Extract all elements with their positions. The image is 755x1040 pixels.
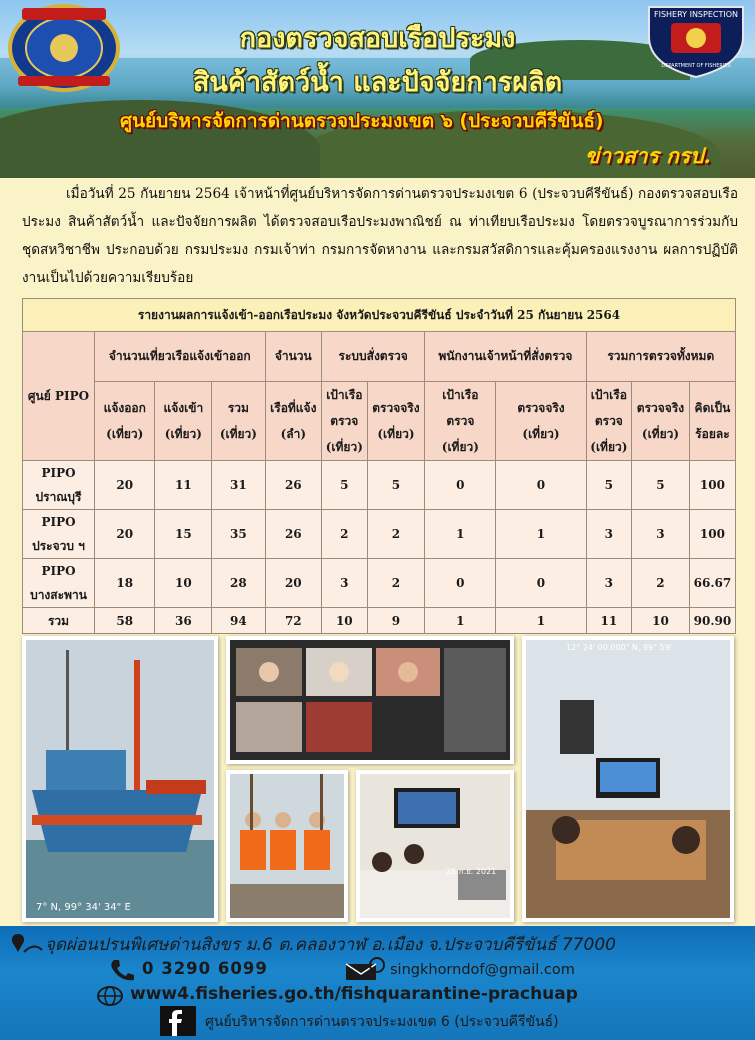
table-cell: 0 [496,461,586,510]
location-pin-icon [8,932,44,956]
table-total-row [23,608,736,634]
sub-unit: (เที่ยว) [106,427,144,441]
footer-phone[interactable]: 0 3290 6099 [142,959,268,978]
footer-email[interactable]: singkhorndof@gmail.com [390,962,575,978]
sub-header-total-actual [632,382,690,461]
table-cell: 28 [212,559,265,608]
sub-header-out [95,382,155,461]
sub-unit: (เที่ยว) [219,427,257,441]
sub-label: ร้อยละ [695,427,730,441]
office-illustration [526,640,730,918]
sub-unit: (เที่ยว) [377,427,415,441]
table-cell: 1 [425,510,496,559]
meeting-date-caption: 25 ก.ย. 2021 [446,867,497,876]
table-cell: 72 [265,608,321,634]
table-cell: 2 [632,559,690,608]
table-cell: 20 [265,559,321,608]
footer-contact [0,926,755,1040]
photo-fishing-boat [22,636,218,922]
table-cell: 26 [265,510,321,559]
article-paragraph: เมื่อวันที่ 25 กันยายน 2564 เจ้าหน้าที่ศูนย์บริหารจัดการด่านตรวจประมงเขต 6 (ประจวบคีรีขันธ์) กองตรวจสอบเรือประมง สินค้าสัตว์น้ำ และปัจจัยการผลิต ได้ตรวจสอบเรือประมงพาณิชย์ ณ ท่าเทียบเรือประมง โดยตรวจบูรณาการร่วมกับชุดสหวิชาชีพ ประกอบด้วย กรมประมง กรมเจ้าท่า กรมการจัดหางาน และกรมสวัสดิการและคุ้มครองแรงงาน ผลการปฏิบัติงานเป็นไปด้วยความเรียบร้อย [22,186,738,286]
photo-inspection-team [226,770,348,922]
table-cell: 36 [155,608,212,634]
sub-label: เป้าเรือ [442,388,479,402]
sub-label: แจ้งออก [103,401,146,415]
table-cell: 10 [632,608,690,634]
table-cell: 5 [586,461,632,510]
email-icon [344,956,386,982]
center-line2: ประจวบ ฯ [32,539,85,553]
table-cell: 1 [425,608,496,634]
table-cell: 20 [95,461,155,510]
boat-gps-caption: 7° N, 99° 34' 34" E [36,902,131,913]
table-cell: 1 [496,510,586,559]
conference-illustration [360,774,510,918]
office-gps-caption: 12° 24' 00.000" N, 99° 59' [566,643,673,652]
sub-label: แจ้งเข้า [163,401,204,415]
table-caption: รายงานผลการแจ้งเข้า-ออกเรือประมง จังหวัดประจวบคีรีขันธ์ ประจำวันที่ 25 กันยายน 2564 [23,299,736,332]
center-line2: ปราณบุรี [35,490,82,504]
table-cell: 1 [496,608,586,634]
center-line2: บางสะพาน [30,588,87,602]
phone-icon [108,958,136,982]
report-table [22,298,736,634]
logo-right-bottom-text: DEPARTMENT OF FISHERIES [661,63,731,69]
center-line1: PIPO [41,564,76,578]
sub-label: ตรวจ [330,414,359,428]
sub-header-in [155,382,212,461]
sub-label: เป้าเรือ [326,388,363,402]
sub-label: เรือที่แจ้ง [270,401,317,415]
sub-unit: (เที่ยว) [641,427,680,441]
table-cell: 3 [586,510,632,559]
table-row [23,559,736,608]
photo-video-meeting [226,636,514,764]
group-system-header: ระบบสั่งตรวจ [322,332,425,382]
total-label: รวม [23,608,95,634]
table-cell: 0 [496,559,586,608]
banner-title-line3: ศูนย์บริหารจัดการด่านตรวจประมงเขต ๖ (ประจวบคีรีขันธ์) [120,110,604,132]
sub-header-system-actual [367,382,425,461]
group-trips-header: จำนวนเที่ยวเรือแจ้งเข้าออก [95,332,266,382]
group-count-header: จำนวน [265,332,321,382]
video-meeting-illustration [230,640,510,760]
sub-label: ตรวจจริง [636,401,685,415]
table-cell: 100 [689,510,735,559]
sub-header-staff-actual [496,382,586,461]
table-cell: 2 [367,559,425,608]
row-center-name [23,510,95,559]
sub-label: คิดเป็น [694,401,731,415]
table-cell: 10 [155,559,212,608]
table-cell: 66.67 [689,559,735,608]
table-cell: 58 [95,608,155,634]
news-label: ข่าวสาร กรป. [585,143,711,168]
table-row [23,510,736,559]
sub-unit: (ลำ) [280,427,307,441]
table-cell: 15 [155,510,212,559]
sub-unit: (เที่ยว) [590,440,628,454]
sub-label: ตรวจจริง [517,401,565,415]
table-cell: 3 [322,559,368,608]
table-cell: 2 [367,510,425,559]
table-cell: 31 [212,461,265,510]
table-cell: 20 [95,510,155,559]
sub-label: ตรวจ [446,414,475,428]
sub-header-total-target [586,382,632,461]
sub-label: ตรวจจริง [372,401,420,415]
footer-website[interactable]: www4.fisheries.go.th/fishquarantine-prachuap [130,984,578,1004]
sub-unit: (เที่ยว) [164,427,202,441]
row-center-name [23,559,95,608]
sub-unit: (เที่ยว) [325,440,363,454]
sub-header-staff-target [425,382,496,461]
table-cell: 18 [95,559,155,608]
sub-unit: (เที่ยว) [441,440,479,454]
table-cell: 100 [689,461,735,510]
table-cell: 90.90 [689,608,735,634]
sub-header-system-target [322,382,368,461]
table-cell: 0 [425,559,496,608]
table-cell: 5 [632,461,690,510]
table-cell: 26 [265,461,321,510]
table-cell: 94 [212,608,265,634]
table-cell: 5 [367,461,425,510]
table-row [23,461,736,510]
sub-label: รวม [227,401,249,415]
center-line1: PIPO [41,515,76,529]
sub-header-percent [689,382,735,461]
table-cell: 0 [425,461,496,510]
banner-title-line1: กองตรวจสอบเรือประมง [239,23,516,54]
group-staff-header: พนักงานเจ้าหน้าที่สั่งตรวจ [425,332,586,382]
logo-right-top-text: FISHERY INSPECTION [654,10,738,19]
table-cell: 3 [586,559,632,608]
col-center-header: ศูนย์ PIPO [23,332,95,461]
sub-label: เป้าเรือ [590,388,627,402]
table-cell: 3 [632,510,690,559]
sub-unit: (เที่ยว) [522,427,560,441]
table-cell: 10 [322,608,368,634]
center-line1: PIPO [41,466,76,480]
sub-header-boats [265,382,321,461]
table-cell: 11 [155,461,212,510]
sub-label: ตรวจ [594,414,623,428]
photo-conference-room [356,770,514,922]
table-cell: 11 [586,608,632,634]
group-total-header: รวมการตรวจทั้งหมด [586,332,735,382]
header-banner [0,0,755,178]
sub-header-sum [212,382,265,461]
banner-title-line2: สินค้าสัตว์น้ำ และปัจจัยการผลิต [192,67,563,98]
footer-address: จุดผ่อนปรนพิเศษด่านสิงขร ม.6 ต.คลองวาฬ อ.เมือง จ.ประจวบคีรีขันธ์ 77000 [45,935,616,955]
inspection-team-illustration [230,774,344,918]
facebook-icon [160,1006,196,1036]
row-center-name [23,461,95,510]
photo-office-meeting [522,636,734,922]
table-cell: 9 [367,608,425,634]
table-cell: 35 [212,510,265,559]
globe-icon [96,984,124,1008]
table-cell: 2 [322,510,368,559]
boat-illustration [26,640,214,918]
footer-facebook[interactable]: ศูนย์บริหารจัดการด่านตรวจประมงเขต 6 (ประจวบคีรีขันธ์) [205,1014,559,1030]
table-cell: 5 [322,461,368,510]
